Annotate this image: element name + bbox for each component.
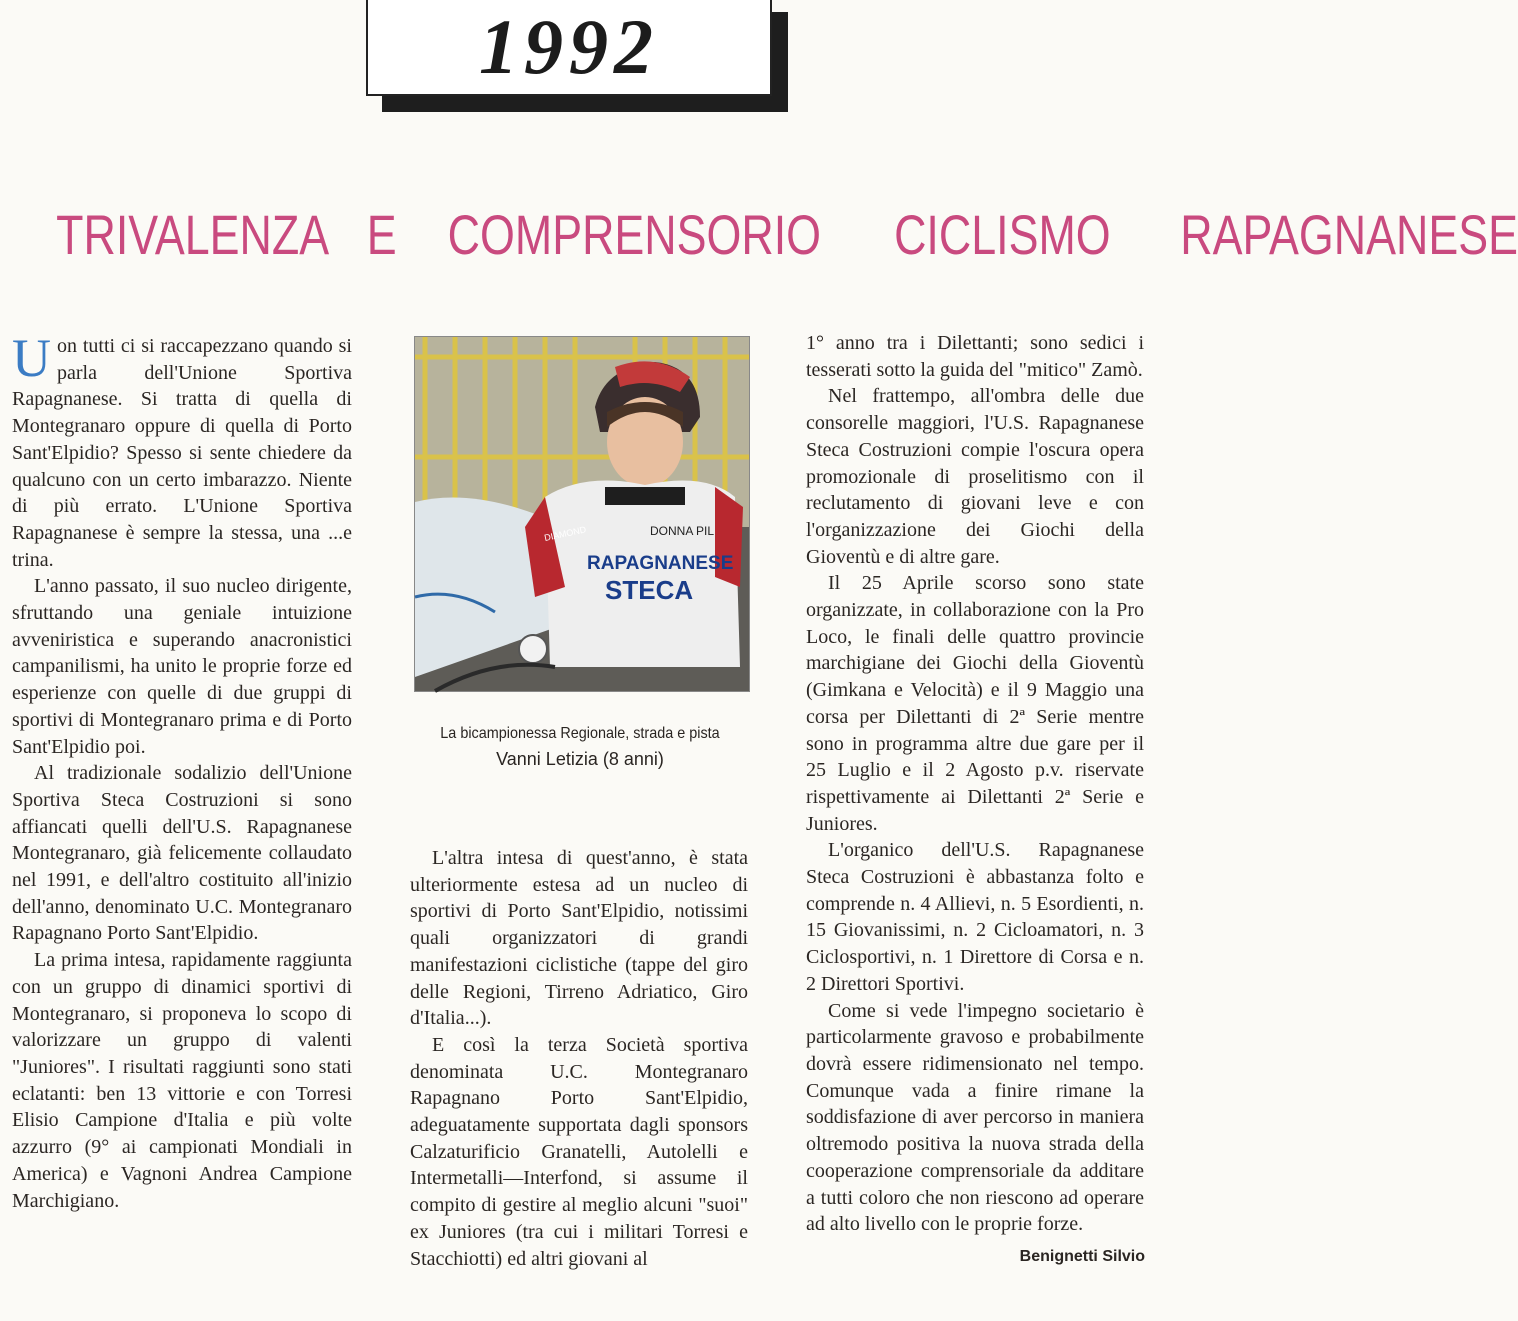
paragraph: Al tradizionale sodalizio dell'Unione Sportiva Steca Costruzioni si sono affiancati quelli dell'U.S. Rapagnanese Montegranaro, già felicemente collaudato nel 1991, e dell'altro costituito all'inizio dell'anno, denominato U.C. Montegranaro Rapagnano Porto Sant'Elpidio.: [12, 762, 352, 945]
headline-word-trivalenza: TRIVALENZA: [56, 202, 330, 266]
paragraph: Il 25 Aprile scorso sono state organizzate, in collaborazione con la Pro Loco, le finali delle quattro provincie marchigiane dei Giochi della Gioventù (Gimkana e Velocità) e il 9 Maggio una corsa per Dilettanti di 2ª Serie mentre sono in programma altre due gare per il 25 Luglio e il 2 Agosto p.v. riservate rispettivamente ai Dilettanti 2ª Serie e Juniores.: [806, 572, 1144, 835]
paragraph: 1° anno tra i Dilettanti; sono sedici i tesserati sotto la guida del "mitico" Zamò.: [806, 332, 1144, 381]
headline-word-comprensorio: COMPRENSORIO: [447, 202, 821, 266]
headline-word-ciclismo: CICLISMO: [894, 202, 1111, 266]
paragraph: L'organico dell'U.S. Rapagnanese Steca Costruzioni è abbastanza folto e comprende n. 4 Allievi, n. 5 Esordienti, n. 15 Giovanissimi, n. 2 Cicloamatori, n. 3 Ciclosportivi, n. 1 Direttore di Corsa e n. 2 Direttori Sportivi.: [806, 839, 1144, 995]
paragraph: Uon tutti ci si raccapezzano quando si parla dell'Unione Sportiva Rapagnanese. Si tratta di quella di Montegranaro oppure di quella di Porto Sant'Elpidio? Spesso si sente chiedere da qualcuno con un certo imbarazzo. Niente di più errato. L'Unione Sportiva Rapagnanese è sempre la stessa, una ...e trina.: [12, 328, 352, 571]
paragraph: Come si vede l'impegno societario è particolarmente gravoso e probabilmente dovrà essere ridimensionato nel tempo. Comunque vada a finire rimane la soddisfazione di aver percorso in maniera oltremodo positiva la nuova strada della cooperazione comprensoriale da additare a tutti coloro che non riescono ad operare ad alto livello con le proprie forze.: [806, 999, 1144, 1236]
photo-caption: [410, 722, 750, 772]
paragraph: E così la terza Società sportiva denominata U.C. Montegranaro Rapagnano Porto Sant'Elpidio, adeguatamente supportata dagli sponsors Calzaturificio Granatelli, Autolelli e Intermetalli—Interfond, si assume il compito di gestire al meglio alcuni "suoi" ex Juniores (tra cui i militari Torresi e Stacchiotti) ed altri giovani al: [410, 1033, 748, 1270]
jersey-steca-text: STECA: [605, 575, 694, 605]
article-column-1: [12, 328, 352, 1214]
caption-line-1: La bicampionessa Regionale, strada e pista: [440, 725, 720, 742]
year-title: 1992: [479, 3, 659, 90]
year-box: [366, 0, 772, 96]
caption-line-2: Vanni Letizia (8 anni): [496, 749, 664, 769]
jersey-team-text: RAPAGNANESE: [587, 553, 734, 574]
paragraph: Nel frattempo, all'ombra delle due consorelle maggiori, l'U.S. Rapagnanese Steca Costruzioni compie l'oscura opera promozionale di proselitismo con il reclutamento di giovani leve e con l'organizzazione dei Giochi della Gioventù e di altre gare.: [806, 385, 1144, 568]
article-column-2: [410, 845, 748, 1272]
drop-cap: U: [12, 328, 51, 388]
author-signature: Benignetti Silvio: [1019, 1248, 1145, 1265]
headline: [22, 192, 1518, 276]
paragraph: La prima intesa, rapidamente raggiunta con un gruppo di dinamici sportivi di Montegranaro, si proponeva lo scopo di valorizzare un gruppo di valenti "Juniores". I risultati raggiunti sono stati eclatanti: ben 13 vittorie e con Torresi Elisio Campione d'Italia e più volte azzurro (9° ai campionati Mondiali in America) e Vagnoni Andrea Campione Marchigiano.: [12, 949, 352, 1212]
sleeve-text: DIAMOND: [543, 524, 587, 543]
paragraph: L'anno passato, il suo nucleo dirigente, sfruttando una geniale intuizione avveniristica e superando anacronistici campanilismi, ha unito le proprie forze ed esperienze con quelle di due gruppi di sportivi di Montegranaro prima e di Porto Sant'Elpidio poi.: [12, 575, 352, 758]
paragraph: L'altra intesa di quest'anno, è stata ulteriormente estesa ad un nucleo di sportivi di Porto Sant'Elpidio, notissimi quali organizzatori di grandi manifestazioni ciclistiche (tappe del giro delle Regioni, Tirreno Adriatico, Giro d'Italia...).: [410, 847, 748, 1030]
headline-word-e: E: [366, 202, 397, 266]
cyclist-photo: [414, 336, 750, 692]
jersey-sponsor-text: DONNA PIL: [650, 524, 715, 538]
article-column-3: [806, 330, 1144, 1238]
headline-word-rapagnanese: RAPAGNANESE: [1180, 202, 1518, 266]
